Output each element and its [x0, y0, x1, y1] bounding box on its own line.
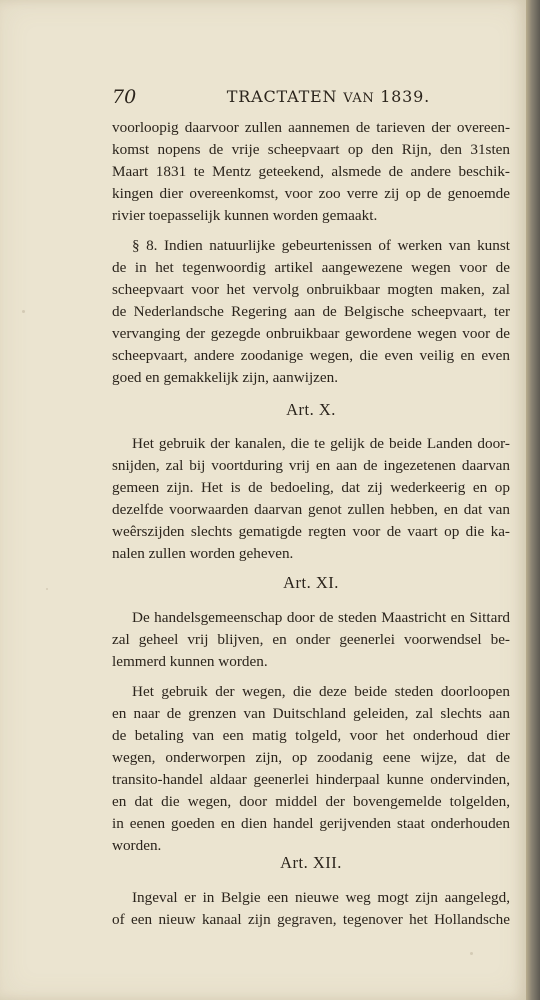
- running-title: [227, 87, 430, 106]
- article-heading-xi: Art. XI.: [283, 573, 339, 592]
- text-line: Het gebruik der wegen, die deze beide steden doorloopen: [132, 683, 510, 700]
- text-line: lemmerd kunnen worden.: [112, 653, 268, 670]
- foxing-spot: [46, 588, 48, 590]
- text-line: rivier toepasselijk kunnen worden gemaakt.: [112, 207, 378, 224]
- foxing-spot: [22, 310, 25, 313]
- text-line: De handelsgemeenschap door de steden Maastricht en Sittard: [132, 609, 510, 626]
- text-line: kingen dier overeenkomst, voor zoo verre zij op de genoemde: [112, 185, 510, 202]
- text-line: scheepvaart voor het vervolg onbruikbaar mogten maken, zal: [112, 281, 510, 298]
- text-line: weêrszijden slechts gematigde regten voor de vaart op die ka-: [112, 523, 510, 540]
- text-line: of een nieuw kanaal zijn gegraven, tegenover het Hollandsche: [112, 911, 510, 928]
- text-line: de Nederlandsche Regering aan de Belgische scheepvaart, ter: [112, 303, 510, 320]
- article-heading-xii: Art. XII.: [280, 853, 342, 872]
- text-line: zal geheel vrij blijven, en onder geenerlei voorwendsel be-: [112, 631, 510, 648]
- text-line: worden.: [112, 837, 162, 854]
- running-title-van: VAN: [343, 91, 375, 106]
- text-line: vervanging der gezegde onbruikbaar gewordene wegen voor de: [112, 325, 510, 342]
- text-line: Ingeval er in Belgie een nieuwe weg mogt zijn aangelegd,: [132, 889, 510, 906]
- text-line: en naar de grenzen van Duitschland geleiden, zal slechts aan: [112, 705, 510, 722]
- text-line: nalen zullen worden geheven.: [112, 545, 294, 562]
- page-number: 70: [112, 86, 137, 108]
- text-line: goed en gemakkelijk zijn, aanwijzen.: [112, 369, 339, 386]
- text-line: § 8. Indien natuurlijke gebeurtenissen of werken van kunst: [132, 237, 510, 254]
- article-heading-x: Art. X.: [286, 400, 336, 419]
- text-line: komst nopens de vrije scheepvaart op den Rijn, den 31sten: [112, 141, 510, 158]
- text-line: Maart 1831 te Mentz geteekend, alsmede de andere beschik-: [112, 163, 510, 180]
- text-line: transito-handel aldaar geenerlei hinderpaal kunne ondervinden,: [112, 771, 510, 788]
- text-line: de betaling van een matig tolgeld, voor het onderhoud dier: [112, 727, 510, 744]
- text-line: de in het tegenwoordig artikel aangewezene wegen voor de: [112, 259, 510, 276]
- text-line: in eenen goeden en dien handel gerijvenden staat onderhouden: [112, 815, 510, 832]
- text-line: voorloopig daarvoor zullen aannemen de tarieven der overeen-: [112, 119, 510, 136]
- text-line: en dat die wegen, door middel der bovengemelde tolgelden,: [112, 793, 510, 810]
- running-head: [112, 86, 430, 110]
- text-line: dezelfde voorwaarden daarvan genot zullen hebben, en dat van: [112, 501, 510, 518]
- text-line: gemeen zijn. Het is de bedoeling, dat zij wederkeerig en op: [112, 479, 510, 496]
- text-line: wegen, onderworpen zijn, op zoodanig eene wijze, dat de: [112, 749, 510, 766]
- running-title-year: 1839.: [380, 87, 430, 106]
- running-title-main: TRACTATEN: [226, 87, 338, 106]
- foxing-spot: [470, 952, 473, 955]
- text-line: Het gebruik der kanalen, die te gelijk de beide Landen door-: [132, 435, 510, 452]
- text-line: snijden, zal bij voortduring vrij en aan de ingezetenen daarvan: [112, 457, 510, 474]
- page-edge-shadow: [526, 0, 540, 1000]
- text-line: scheepvaart, andere zoodanige wegen, die even veilig en even: [112, 347, 510, 364]
